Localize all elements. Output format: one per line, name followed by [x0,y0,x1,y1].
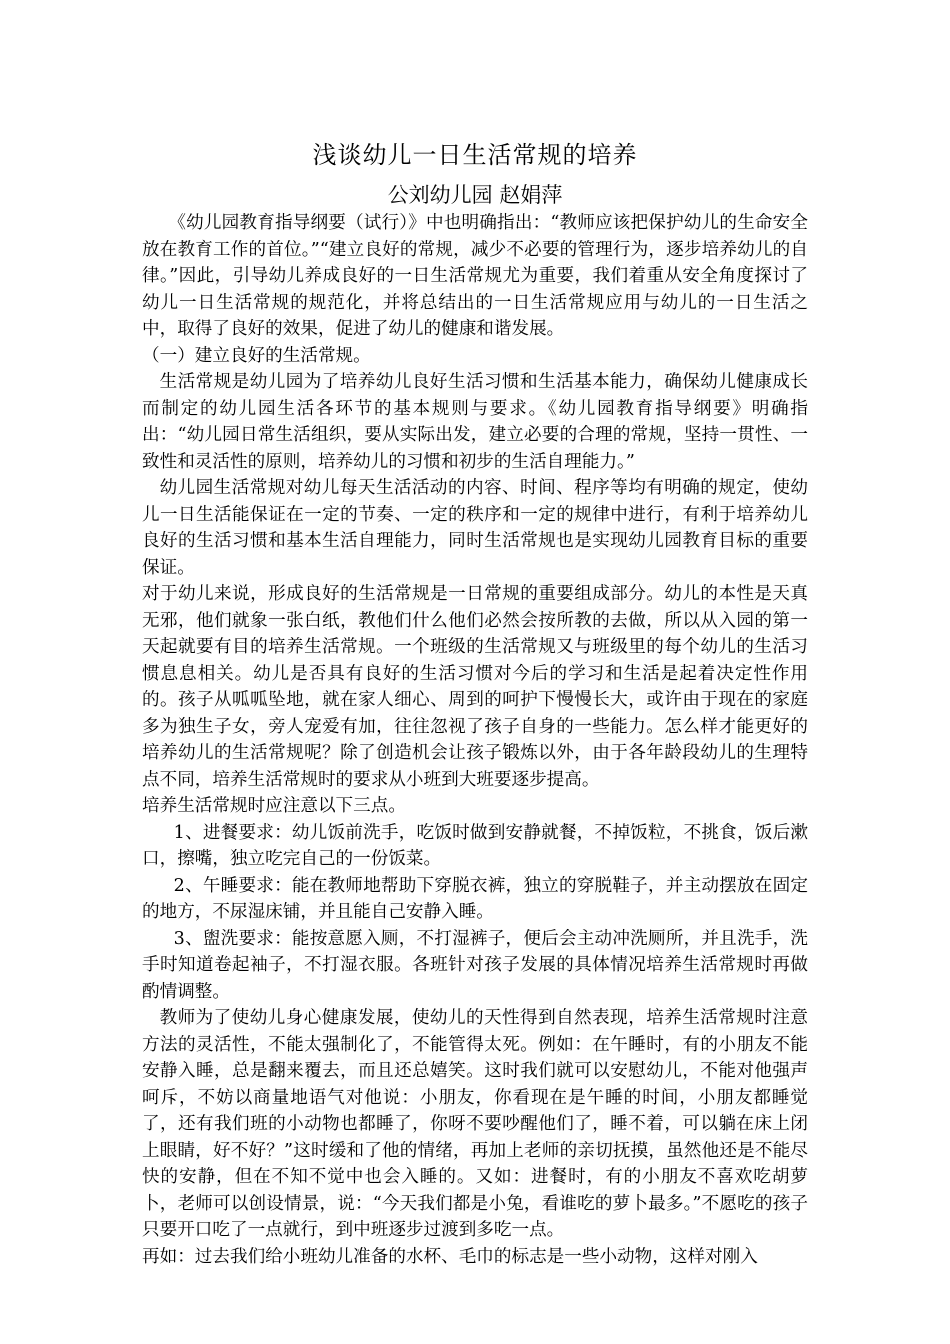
list-item-nap: 2、午睡要求：能在教师地帮助下穿脱衣裤，独立的穿脱鞋子，并主动摆放在固定的地方，不尿湿床铺，并且能自己安静入睡。 [142,875,808,922]
paragraph-flexibility: 教师为了使幼儿身心健康发展，使幼儿的天性得到自然表现，培养生活常规时注意方法的灵活性，不能太强制化了，不能管得太死。例如：在午睡时，有的小朋友不能安静入睡，总是翻来覆去，而且还总嬉笑。这时我们就可以安慰幼儿，不能对他强声呵斥，不妨以商量地语气对他说：小朋友，你看现在是午睡的时间，小朋友都睡觉了，还有我们班的小动物也都睡了，你呀不要吵醒他们了，睡不着，可以躺在床上闭上眼睛，好不好？”这时缓和了他的情绪，再加上老师的亲切抚摸，虽然他还是不能尽快的安静，但在不知不觉中也会入睡的。又如：进餐时，有的小朋友不喜欢吃胡萝卜，老师可以创设情景，说：“今天我们都是小兔，看谁吃的萝卜最多。”不愿吃的孩子只要开口吃了一点就行，到中班逐步过渡到多吃一点。 [142,1008,808,1240]
paragraph-routine-definition: 生活常规是幼儿园为了培养幼儿良好生活习惯和生活基本能力，确保幼儿健康成长而制定的幼儿园生活各环节的基本规则与要求。《幼儿园教育指导纲要》明确指出：“幼儿园日常生活组织，要从实际出发，建立必要的合理的常规，坚持一贯性、一致性和灵活性的原则，培养幼儿的习惯和初步的生活自理能力。” [142,372,808,472]
document-page [142,128,808,1270]
paragraph-intro: 《幼儿园教育指导纲要（试行）》中也明确指出：“教师应该把保护幼儿的生命安全放在教育工作的首位。”“建立良好的常规，减少不必要的管理行为，逐步培养幼儿的自律。”因此，引导幼儿养成良好的一日生活常规尤为重要，我们着重从安全角度探讨了幼儿一日生活常规的规范化，并将总结出的一日生活常规应用与幼儿的一日生活之中，取得了良好的效果，促进了幼儿的健康和谐发展。 [142,213,808,339]
document-author: 公刘幼儿园 赵娟萍 [387,183,563,207]
paragraph-continued: 再如：过去我们给小班幼儿准备的水杯、毛巾的标志是一些小动物，这样对刚入 [142,1246,758,1267]
list-item-washing: 3、盥洗要求：能按意愿入厕，不打湿裤子，便后会主动冲洗厕所，并且洗手，洗手时知道卷起袖子，不打湿衣服。各班针对孩子发展的具体情况培养生活常规时再做酌情调整。 [142,928,808,1002]
list-item-meal: 1、进餐要求：幼儿饭前洗手，吃饭时做到安静就餐，不掉饭粒，不挑食，饭后漱口，擦嘴，独立吃完自己的一份饭菜。 [142,822,808,869]
section-heading-1: （一）建立良好的生活常规。 [142,345,371,366]
paragraph-routine-rules: 幼儿园生活常规对幼儿每天生活活动的内容、时间、程序等均有明确的规定，使幼儿一日生活能保证在一定的节奏、一定的秩序和一定的规律中进行，有利于培养幼儿良好的生活习惯和基本生活自理能力，同时生活常规也是实现幼儿园教育目标的重要保证。 [142,478,808,578]
document-title: 浅谈幼儿一日生活常规的培养 [312,141,638,169]
paragraph-three-points-intro: 培养生活常规时应注意以下三点。 [142,796,406,816]
paragraph-importance: 对于幼儿来说，形成良好的生活常规是一日常规的重要组成部分。幼儿的本性是天真无邪，他们就象一张白纸，教他们什么他们必然会按所教的去做，所以从入园的第一天起就要有目的培养生活常规。一个班级的生活常规又与班级里的每个幼儿的生活习惯息息相关。幼儿是否具有良好的生活习惯对今后的学习和生活是起着决定性作用的。孩子从呱呱坠地，就在家人细心、周到的呵护下慢慢长大，或许由于现在的家庭多为独生子女，旁人宠爱有加，往往忽视了孩子自身的一些能力。怎么样才能更好的培养幼儿的生活常规呢？除了创造机会让孩子锻炼以外，由于各年龄段幼儿的生理特点不同，培养生活常规时的要求从小班到大班要逐步提高。 [142,584,808,790]
